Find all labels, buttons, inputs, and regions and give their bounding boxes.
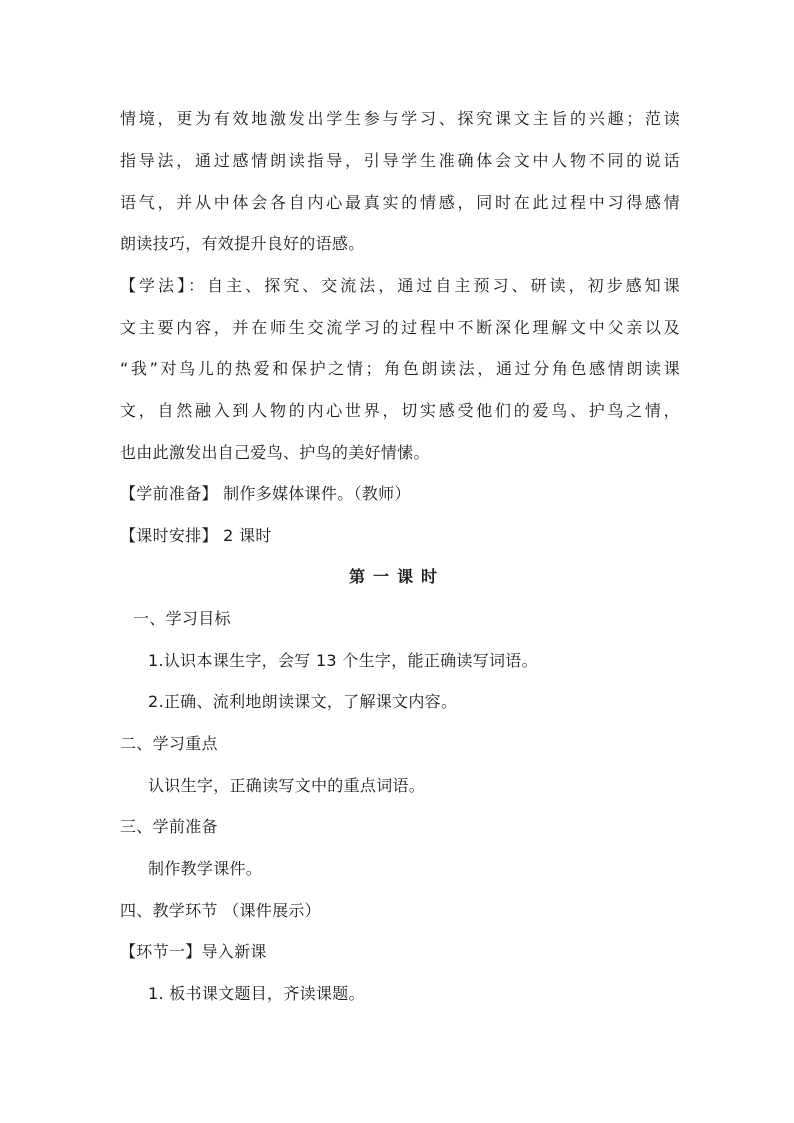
paragraph-line: 情境，更为有效地激发出学生参与学习、探究课文主旨的兴趣；范读 (120, 109, 680, 128)
paragraph-line: 朗读技巧，有效提升良好的语感。 (120, 234, 365, 253)
paragraph-line: 指导法，通过感情朗读指导，引导学生准确体会文中人物不同的说话 (120, 151, 680, 170)
key-text: 认识生字，正确读写文中的重点词语。 (148, 776, 426, 795)
step1-item: 1. 板书课文题目，齐读课题。 (148, 984, 365, 1003)
paragraph-line: 语气，并从中体会各自内心最真实的情感，同时在此过程中习得感情 (120, 193, 680, 212)
study-method-line: 文，自然融入到人物的内心世界，切实感受他们的爱鸟、护鸟之情， (120, 401, 680, 420)
prep-text: 制作教学课件。 (148, 859, 263, 878)
goals-heading: 一、学习目标 (133, 609, 231, 628)
study-method-line: 文主要内容，并在师生交流学习的过程中不断深化理解文中父亲以及 (120, 318, 680, 337)
step1-heading: 【环节一】导入新课 (120, 942, 267, 961)
preparation-line: 【学前准备】 制作多媒体课件。（教师） (120, 484, 411, 503)
lesson-title: 第一课时 (348, 567, 445, 586)
schedule-line: 【课时安排】 2 课时 (120, 526, 272, 545)
key-heading: 二、学习重点 (120, 734, 218, 753)
study-method-line: 也由此激发出自己爱鸟、护鸟的美好情愫。 (120, 443, 430, 462)
steps-heading: 四、教学环节 （课件展示） (120, 901, 321, 920)
study-method-line: 【学法】：自主、探究、交流法，通过自主预习、研读，初步感知课 (120, 276, 680, 295)
prep-heading: 三、学前准备 (120, 817, 218, 836)
goal-item: 1.认识本课生字，会写 13 个生字，能正确读写词语。 (148, 651, 538, 670)
study-method-line: “我”对鸟儿的热爱和保护之情；角色朗读法，通过分角色感情朗读课 (120, 359, 680, 378)
goal-item: 2.正确、流利地朗读课文，了解课文内容。 (148, 692, 458, 711)
